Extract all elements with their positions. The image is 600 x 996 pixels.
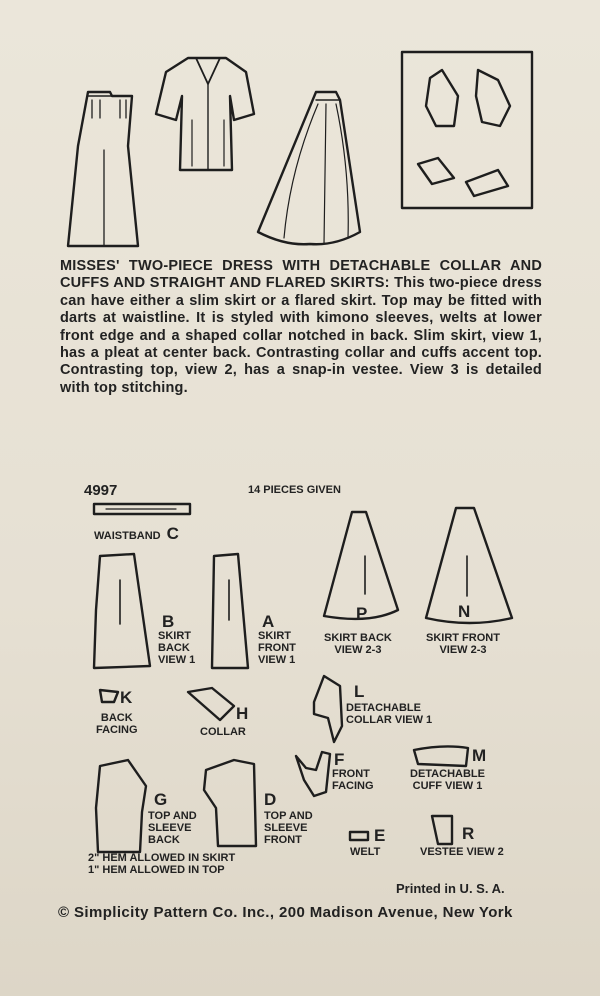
waistband-piece: [94, 504, 190, 514]
description-body: This two-piece dress can have either a slim skirt or a flared skirt. Top may be fitted with darts at waistline. It is styled with kimono sleeves, welts at lower front edge and a shaped collar notched in back. Slim skirt, view 1, has a pleat at center back. Contrasting collar and cuffs accent top. Contrasting top, view 2, has a snap-in vestee. View 3 is detailed with top stitching.: [60, 275, 542, 396]
piece-d-shape: [204, 760, 256, 846]
piece-h-label: COLLAR: [200, 726, 246, 738]
piece-m-shape: [414, 746, 468, 766]
piece-b-label: SKIRT BACK VIEW 1: [158, 630, 196, 666]
piece-h-letter: H: [236, 704, 249, 723]
piece-r-label: VESTEE VIEW 2: [420, 846, 504, 858]
slim-skirt-illustration: [68, 92, 138, 246]
piece-l-label: DETACHABLE COLLAR VIEW 1: [346, 702, 433, 726]
kimono-top-illustration: [156, 58, 254, 170]
waistband-label: [94, 524, 179, 544]
pattern-number: 4997: [84, 482, 118, 499]
piece-d-letter: D: [264, 790, 277, 809]
description-heading: MISSES' TWO-PIECE DRESS WITH DETACHABLE COLLAR AND CUFFS AND STRAIGHT AND FLARED SKIRTS:: [60, 258, 542, 292]
piece-f-letter: F: [334, 750, 345, 769]
pattern-description: [60, 258, 542, 397]
piece-g-shape: [96, 760, 146, 852]
piece-k-shape: [100, 690, 118, 702]
collar-cuffs-illustration: [402, 52, 532, 208]
piece-n-letter: N: [458, 602, 471, 621]
piece-m-letter: M: [472, 746, 487, 765]
piece-f-shape: [296, 752, 330, 796]
piece-h-shape: [188, 688, 234, 720]
piece-f-label: FRONT FACING: [332, 768, 374, 792]
piece-g-letter: G: [154, 790, 168, 809]
piece-p-letter: P: [356, 604, 368, 623]
piece-l-shape: [314, 676, 342, 742]
piece-e-shape: [350, 832, 368, 840]
hem-note-top: 1" HEM ALLOWED IN TOP: [88, 864, 225, 876]
piece-p-label: SKIRT BACK VIEW 2-3: [324, 632, 392, 656]
waistband-name: WAISTBAND: [94, 530, 161, 542]
piece-r-shape: [432, 816, 452, 844]
piece-k-label: BACK FACING: [96, 712, 138, 736]
piece-b-shape: [94, 554, 150, 668]
piece-a-label: SKIRT FRONT VIEW 1: [258, 630, 296, 666]
copyright-footer: © Simplicity Pattern Co. Inc., 200 Madison Avenue, New York: [58, 904, 513, 921]
piece-e-letter: E: [374, 826, 386, 845]
piece-g-label: TOP AND SLEEVE BACK: [148, 810, 197, 846]
piece-k-letter: K: [120, 688, 133, 707]
waistband-letter: C: [166, 524, 179, 543]
piece-m-label: DETACHABLE CUFF VIEW 1: [410, 768, 485, 792]
flared-skirt-illustration: [258, 92, 360, 244]
piece-a-shape: [212, 554, 248, 668]
hem-note-skirt: 2" HEM ALLOWED IN SKIRT: [88, 852, 236, 864]
piece-d-label: TOP AND SLEEVE FRONT: [264, 810, 313, 846]
piece-b-letter: B: [162, 612, 175, 631]
piece-a-letter: A: [262, 612, 275, 631]
pieces-given: 14 PIECES GIVEN: [248, 484, 341, 496]
printed-in-usa: Printed in U. S. A.: [396, 881, 505, 896]
piece-p-shape: [324, 512, 398, 619]
piece-r-letter: R: [462, 824, 475, 843]
piece-l-letter: L: [354, 682, 365, 701]
piece-e-label: WELT: [350, 846, 381, 858]
piece-n-label: SKIRT FRONT VIEW 2-3: [426, 632, 500, 656]
